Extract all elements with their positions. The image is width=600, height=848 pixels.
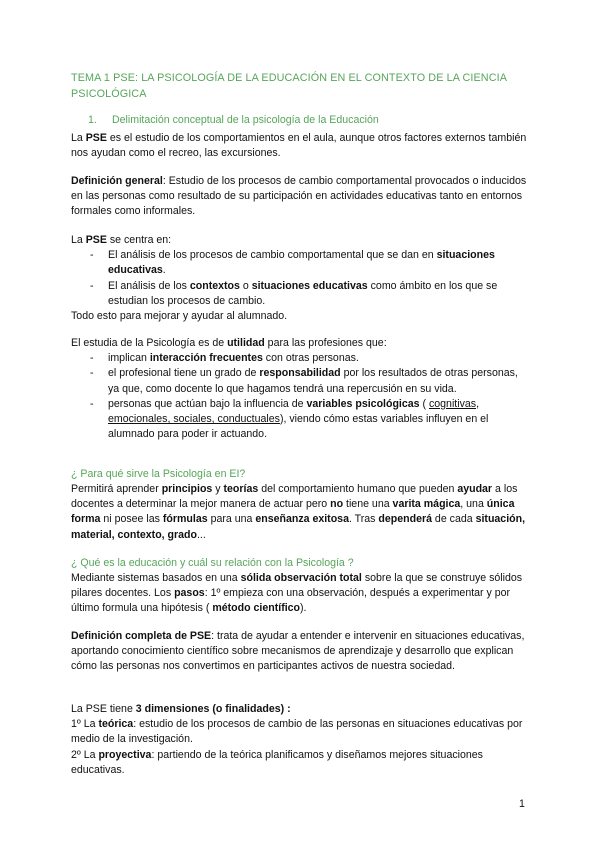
bold-term: dependerá bbox=[378, 513, 432, 526]
paragraph-educacion-relacion bbox=[71, 571, 531, 617]
bold-term: Definición general bbox=[71, 175, 163, 187]
text: sobre la que se construye sólidos pilares docentes. Los bbox=[71, 572, 523, 600]
list-item bbox=[71, 351, 531, 366]
paragraph-utilidad bbox=[71, 336, 531, 442]
text: . bbox=[162, 264, 166, 277]
paragraph-pse-centra bbox=[71, 233, 531, 324]
bold-term: utilidad bbox=[227, 337, 265, 349]
text: Mediante sistemas basados en una bbox=[71, 572, 241, 584]
bold-term: sólida observación total bbox=[240, 572, 362, 584]
list-item bbox=[71, 248, 531, 278]
section-title: Delimitación conceptual de la psicología de la Educación bbox=[112, 114, 379, 126]
text: . Tras bbox=[348, 513, 379, 526]
bold-term: proyectiva bbox=[98, 748, 152, 761]
bold-term: situaciones educativas bbox=[251, 279, 368, 292]
list-item bbox=[71, 366, 531, 396]
bold-term: 3 dimensiones (o finalidades) : bbox=[135, 703, 291, 715]
page-number: 1 bbox=[519, 798, 525, 810]
paragraph-pse-intro bbox=[71, 131, 531, 161]
text: : partiendo de la teórica planificamos y diseñamos mejores situaciones educativas. bbox=[71, 748, 483, 776]
text: ( bbox=[419, 397, 429, 410]
text: de cada bbox=[431, 513, 476, 526]
bold-term: PSE bbox=[85, 132, 107, 144]
text: : trata de ayudar a entender e intervenir en situaciones educativas, aportando conocimiento científico sobre mecanismos de aprendizaje y desarrollo que explican cómo las personas nos convertimos en participantes activos de nuestra sociedad. bbox=[71, 630, 525, 673]
bullet-list bbox=[71, 248, 531, 309]
text: con otras personas. bbox=[262, 352, 359, 365]
text: implican bbox=[108, 352, 150, 365]
section-heading-1 bbox=[88, 113, 548, 128]
text: : 1º empieza con una observación, después a experimentar y por último formula una hipótesis ( bbox=[71, 587, 511, 615]
bold-term: contextos bbox=[189, 279, 240, 292]
bold-term: variables psicológicas bbox=[306, 397, 420, 410]
bold-term: principios bbox=[161, 483, 213, 495]
text: : estudio de los procesos de cambio de las personas en situaciones educativas por medio de la investigación. bbox=[71, 718, 523, 746]
bold-term: enseñanza exitosa bbox=[255, 513, 349, 526]
text: ni posee las bbox=[100, 513, 163, 526]
text: La bbox=[71, 234, 86, 246]
text: : Estudio de los procesos de cambio comportamental provocados o inducidos en las personas como resultado de su participación en actividades educativas tanto en entornos formales como informales. bbox=[71, 175, 527, 218]
text: El estudia de la Psicología es de bbox=[71, 337, 228, 349]
text: ... bbox=[196, 528, 206, 541]
text: personas que actúan bajo la influencia de bbox=[108, 397, 307, 410]
text: o bbox=[239, 279, 252, 292]
text: para las profesiones que: bbox=[264, 337, 387, 349]
text: Permitirá aprender bbox=[71, 483, 162, 495]
text: , una bbox=[460, 498, 487, 511]
text: es el estudio de los comportamientos en el aula, aunque otros factores externos también nos ayudan como el recreo, las excursiones. bbox=[71, 132, 527, 160]
lead-line bbox=[71, 233, 531, 248]
lead-line bbox=[71, 702, 531, 717]
text: 2º La bbox=[71, 748, 99, 761]
section-number: 1. bbox=[88, 114, 97, 126]
bold-term: no bbox=[330, 498, 344, 511]
text: el profesional tiene un grado de bbox=[108, 367, 260, 380]
bold-term: situación, material, contexto, grado bbox=[71, 513, 526, 541]
text: tiene una bbox=[343, 498, 393, 511]
bold-term: responsabilidad bbox=[259, 367, 341, 380]
paragraph-para-que-sirve bbox=[71, 482, 531, 543]
text: 1º La bbox=[71, 718, 99, 731]
bold-term: teorías bbox=[223, 483, 259, 495]
text: a los docentes a determinar la mejor manera de actuar pero bbox=[71, 483, 518, 511]
text: ), viendo cómo estas variables influyen en el alumnado para poder ir actuando. bbox=[108, 413, 489, 441]
bold-term: situaciones educativas bbox=[108, 249, 495, 277]
text: y bbox=[212, 483, 224, 495]
dimension-item bbox=[71, 717, 531, 747]
dimension-item bbox=[71, 748, 531, 778]
bold-term: Definición completa de PSE bbox=[71, 630, 212, 642]
list-item bbox=[71, 397, 531, 443]
paragraph-definicion-completa bbox=[71, 629, 531, 675]
lead-line bbox=[71, 336, 531, 351]
text-line: Todo esto para mejorar y ayudar al alumnado. bbox=[71, 310, 288, 323]
text: para una bbox=[207, 513, 256, 526]
question-heading-1: ¿ Para qué sirve la Psicología en EI? bbox=[71, 468, 246, 480]
bold-term: única forma bbox=[71, 498, 515, 526]
paragraph-definicion-general bbox=[71, 174, 531, 220]
bullet-list bbox=[71, 351, 531, 442]
text: El análisis de los bbox=[108, 279, 190, 292]
text: La PSE tiene bbox=[71, 703, 136, 715]
bold-term: ayudar bbox=[457, 483, 493, 495]
text: La bbox=[71, 132, 86, 144]
bold-term: PSE bbox=[85, 234, 107, 246]
bold-term: interacción frecuentes bbox=[149, 352, 263, 365]
document-title: TEMA 1 PSE: LA PSICOLOGÍA DE LA EDUCACIÓN EN EL CONTEXTO DE LA CIENCIA PSICOLÓGICA bbox=[71, 72, 507, 100]
bold-term: teórica bbox=[98, 718, 134, 731]
text: del comportamiento humano que pueden bbox=[258, 483, 458, 495]
question-heading-2: ¿ Qué es la educación y cuál su relación con la Psicología ? bbox=[71, 557, 354, 569]
text: ). bbox=[300, 602, 307, 615]
bold-term: pasos bbox=[174, 587, 205, 600]
text: por los resultados de otras personas, ya que, como docente lo que hagamos tendrá una repercusión en su vida. bbox=[108, 367, 518, 395]
text: se centra en: bbox=[106, 234, 172, 246]
bold-term: método científico bbox=[212, 602, 301, 615]
text: como ámbito en los que se estudian los procesos de cambio. bbox=[108, 279, 498, 307]
bold-term: varita mágica bbox=[392, 498, 461, 511]
list-item bbox=[71, 279, 531, 309]
paragraph-dimensiones bbox=[71, 702, 531, 778]
underlined-text: cognitivas, emocionales, sociales, conductuales bbox=[108, 397, 480, 426]
text: El análisis de los procesos de cambio comportamental que se dan en bbox=[108, 249, 437, 262]
bold-term: fórmulas bbox=[162, 513, 208, 526]
